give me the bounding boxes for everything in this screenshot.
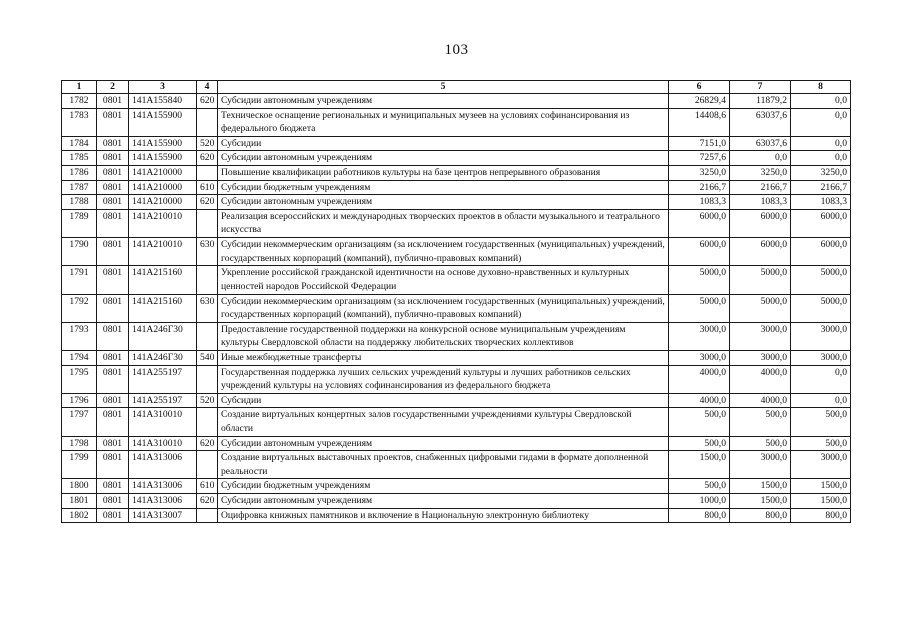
section-code-cell: 0801 (97, 195, 129, 210)
section-code-cell: 0801 (97, 266, 129, 294)
amount-col6-cell: 6000,0 (669, 209, 730, 237)
table-row (62, 108, 851, 136)
section-code-cell: 0801 (97, 479, 129, 494)
amount-col7-cell: 1500,0 (730, 494, 791, 509)
amount-col8-cell: 5000,0 (791, 266, 851, 294)
section-code-cell: 0801 (97, 494, 129, 509)
table-body (62, 94, 851, 523)
target-article-cell: 141A210000 (129, 180, 197, 195)
row-number-cell: 1790 (62, 238, 97, 266)
amount-col7-cell: 3000,0 (730, 322, 791, 350)
target-article-cell: 141A246Г30 (129, 350, 197, 365)
amount-col8-cell: 500,0 (791, 436, 851, 451)
expense-type-cell (197, 209, 218, 237)
amount-col6-cell: 800,0 (669, 508, 730, 523)
section-code-cell: 0801 (97, 180, 129, 195)
table-row (62, 136, 851, 151)
column-header: 8 (791, 81, 851, 94)
expense-type-cell: 610 (197, 180, 218, 195)
table-row (62, 195, 851, 210)
section-code-cell: 0801 (97, 436, 129, 451)
expense-type-cell: 620 (197, 436, 218, 451)
section-code-cell: 0801 (97, 322, 129, 350)
amount-col6-cell: 2166,7 (669, 180, 730, 195)
expense-type-cell: 520 (197, 393, 218, 408)
table-header-row (62, 81, 851, 94)
amount-col6-cell: 26829,4 (669, 94, 730, 109)
section-code-cell: 0801 (97, 166, 129, 181)
target-article-cell: 141A313006 (129, 451, 197, 479)
amount-col8-cell: 3250,0 (791, 166, 851, 181)
amount-col6-cell: 3250,0 (669, 166, 730, 181)
column-header: 2 (97, 81, 129, 94)
amount-col7-cell: 5000,0 (730, 294, 791, 322)
amount-col6-cell: 1000,0 (669, 494, 730, 509)
description-cell: Субсидии автономным учреждениям (218, 436, 669, 451)
description-cell: Субсидии автономным учреждениям (218, 94, 669, 109)
table-row (62, 180, 851, 195)
amount-col6-cell: 14408,6 (669, 108, 730, 136)
amount-col6-cell: 500,0 (669, 479, 730, 494)
amount-col6-cell: 6000,0 (669, 238, 730, 266)
amount-col7-cell: 3250,0 (730, 166, 791, 181)
amount-col7-cell: 0,0 (730, 151, 791, 166)
target-article-cell: 141A210000 (129, 166, 197, 181)
target-article-cell: 141A210010 (129, 209, 197, 237)
row-number-cell: 1796 (62, 393, 97, 408)
amount-col8-cell: 0,0 (791, 365, 851, 393)
amount-col7-cell: 5000,0 (730, 266, 791, 294)
section-code-cell: 0801 (97, 408, 129, 436)
table-row (62, 322, 851, 350)
expense-type-cell (197, 322, 218, 350)
amount-col8-cell: 3000,0 (791, 451, 851, 479)
expense-type-cell: 630 (197, 238, 218, 266)
table-row (62, 436, 851, 451)
amount-col8-cell: 1500,0 (791, 494, 851, 509)
target-article-cell: 141A313006 (129, 479, 197, 494)
target-article-cell: 141A215160 (129, 266, 197, 294)
amount-col7-cell: 500,0 (730, 408, 791, 436)
description-cell: Субсидии автономным учреждениям (218, 494, 669, 509)
description-cell: Субсидии некоммерческим организациям (за исключением государственных (муниципальных) учреждений, государственных корпораций (компаний), публично-правовых компаний) (218, 238, 669, 266)
target-article-cell: 141A155840 (129, 94, 197, 109)
amount-col7-cell: 63037,6 (730, 108, 791, 136)
table-row (62, 494, 851, 509)
description-cell: Оцифровка книжных памятников и включение в Национальную электронную библиотеку (218, 508, 669, 523)
target-article-cell: 141A255197 (129, 365, 197, 393)
amount-col8-cell: 2166,7 (791, 180, 851, 195)
section-code-cell: 0801 (97, 209, 129, 237)
amount-col6-cell: 5000,0 (669, 294, 730, 322)
row-number-cell: 1783 (62, 108, 97, 136)
target-article-cell: 141A155900 (129, 108, 197, 136)
description-cell: Государственная поддержка лучших сельских учреждений культуры и лучших работников сельских учреждений культуры на условиях софинансирования из федерального бюджета (218, 365, 669, 393)
section-code-cell: 0801 (97, 393, 129, 408)
amount-col8-cell: 5000,0 (791, 294, 851, 322)
row-number-cell: 1798 (62, 436, 97, 451)
target-article-cell: 141A310010 (129, 436, 197, 451)
target-article-cell: 141A246Г30 (129, 322, 197, 350)
amount-col7-cell: 4000,0 (730, 365, 791, 393)
section-code-cell: 0801 (97, 365, 129, 393)
description-cell: Субсидии бюджетным учреждениям (218, 180, 669, 195)
row-number-cell: 1786 (62, 166, 97, 181)
amount-col7-cell: 1083,3 (730, 195, 791, 210)
expense-type-cell: 620 (197, 494, 218, 509)
description-cell: Субсидии (218, 393, 669, 408)
amount-col7-cell: 3000,0 (730, 350, 791, 365)
expense-type-cell: 620 (197, 94, 218, 109)
section-code-cell: 0801 (97, 350, 129, 365)
amount-col8-cell: 0,0 (791, 151, 851, 166)
expense-type-cell (197, 108, 218, 136)
amount-col6-cell: 7257,6 (669, 151, 730, 166)
table-row (62, 508, 851, 523)
row-number-cell: 1797 (62, 408, 97, 436)
amount-col6-cell: 1083,3 (669, 195, 730, 210)
table-row (62, 151, 851, 166)
row-number-cell: 1789 (62, 209, 97, 237)
amount-col6-cell: 3000,0 (669, 322, 730, 350)
target-article-cell: 141A313006 (129, 494, 197, 509)
column-header: 1 (62, 81, 97, 94)
amount-col6-cell: 500,0 (669, 436, 730, 451)
description-cell: Иные межбюджетные трансферты (218, 350, 669, 365)
description-cell: Субсидии автономным учреждениям (218, 151, 669, 166)
column-header: 6 (669, 81, 730, 94)
target-article-cell: 141A215160 (129, 294, 197, 322)
budget-table (61, 80, 851, 523)
amount-col8-cell: 800,0 (791, 508, 851, 523)
expense-type-cell: 610 (197, 479, 218, 494)
amount-col7-cell: 1500,0 (730, 479, 791, 494)
amount-col8-cell: 3000,0 (791, 322, 851, 350)
row-number-cell: 1788 (62, 195, 97, 210)
expense-type-cell (197, 508, 218, 523)
table-row (62, 238, 851, 266)
amount-col8-cell: 1083,3 (791, 195, 851, 210)
section-code-cell: 0801 (97, 151, 129, 166)
section-code-cell: 0801 (97, 294, 129, 322)
expense-type-cell: 620 (197, 195, 218, 210)
table-row (62, 294, 851, 322)
row-number-cell: 1787 (62, 180, 97, 195)
description-cell: Создание виртуальных концертных залов государственными учреждениями культуры Свердловской области (218, 408, 669, 436)
table-row (62, 350, 851, 365)
description-cell: Субсидии автономным учреждениям (218, 195, 669, 210)
row-number-cell: 1802 (62, 508, 97, 523)
table-row (62, 94, 851, 109)
row-number-cell: 1795 (62, 365, 97, 393)
amount-col6-cell: 4000,0 (669, 365, 730, 393)
section-code-cell: 0801 (97, 238, 129, 266)
row-number-cell: 1800 (62, 479, 97, 494)
amount-col7-cell: 11879,2 (730, 94, 791, 109)
table-row (62, 479, 851, 494)
amount-col8-cell: 1500,0 (791, 479, 851, 494)
amount-col8-cell: 6000,0 (791, 209, 851, 237)
amount-col7-cell: 6000,0 (730, 238, 791, 266)
amount-col7-cell: 2166,7 (730, 180, 791, 195)
page-number: 103 (444, 42, 469, 58)
row-number-cell: 1801 (62, 494, 97, 509)
amount-col8-cell: 0,0 (791, 136, 851, 151)
amount-col8-cell: 0,0 (791, 108, 851, 136)
row-number-cell: 1784 (62, 136, 97, 151)
description-cell: Повышение квалификации работников культуры на базе центров непрерывного образования (218, 166, 669, 181)
amount-col8-cell: 3000,0 (791, 350, 851, 365)
column-header: 5 (218, 81, 669, 94)
description-cell: Субсидии (218, 136, 669, 151)
expense-type-cell (197, 408, 218, 436)
section-code-cell: 0801 (97, 508, 129, 523)
amount-col7-cell: 800,0 (730, 508, 791, 523)
amount-col7-cell: 4000,0 (730, 393, 791, 408)
target-article-cell: 141A313007 (129, 508, 197, 523)
amount-col6-cell: 500,0 (669, 408, 730, 436)
target-article-cell: 141A210010 (129, 238, 197, 266)
expense-type-cell (197, 451, 218, 479)
section-code-cell: 0801 (97, 94, 129, 109)
amount-col6-cell: 5000,0 (669, 266, 730, 294)
description-cell: Создание виртуальных выставочных проектов, снабженных цифровыми гидами в формате дополненной реальности (218, 451, 669, 479)
description-cell: Субсидии некоммерческим организациям (за исключением государственных (муниципальных) учреждений, государственных корпораций (компаний), публично-правовых компаний) (218, 294, 669, 322)
expense-type-cell (197, 365, 218, 393)
table-row (62, 166, 851, 181)
description-cell: Предоставление государственной поддержки на конкурсной основе муниципальным учреждениям культуры Свердловской области на поддержку любительских творческих коллективов (218, 322, 669, 350)
target-article-cell: 141A255197 (129, 393, 197, 408)
target-article-cell: 141A155900 (129, 151, 197, 166)
amount-col7-cell: 6000,0 (730, 209, 791, 237)
expense-type-cell: 540 (197, 350, 218, 365)
expense-type-cell: 520 (197, 136, 218, 151)
amount-col8-cell: 500,0 (791, 408, 851, 436)
target-article-cell: 141A310010 (129, 408, 197, 436)
description-cell: Реализация всероссийских и международных творческих проектов в области музыкального и театрального искусства (218, 209, 669, 237)
row-number-cell: 1793 (62, 322, 97, 350)
amount-col8-cell: 0,0 (791, 94, 851, 109)
table-row (62, 393, 851, 408)
description-cell: Укрепление российской гражданской идентичности на основе духовно-нравственных и культурных ценностей народов Российской Федерации (218, 266, 669, 294)
description-cell: Субсидии бюджетным учреждениям (218, 479, 669, 494)
amount-col6-cell: 1500,0 (669, 451, 730, 479)
description-cell: Техническое оснащение региональных и муниципальных музеев на условиях софинансирования из федерального бюджета (218, 108, 669, 136)
table-row (62, 451, 851, 479)
expense-type-cell (197, 166, 218, 181)
amount-col6-cell: 3000,0 (669, 350, 730, 365)
row-number-cell: 1794 (62, 350, 97, 365)
column-header: 7 (730, 81, 791, 94)
amount-col7-cell: 500,0 (730, 436, 791, 451)
table-row (62, 365, 851, 393)
amount-col6-cell: 7151,0 (669, 136, 730, 151)
row-number-cell: 1791 (62, 266, 97, 294)
column-header: 4 (197, 81, 218, 94)
table-row (62, 266, 851, 294)
amount-col8-cell: 6000,0 (791, 238, 851, 266)
table-row (62, 408, 851, 436)
amount-col7-cell: 3000,0 (730, 451, 791, 479)
target-article-cell: 141A155900 (129, 136, 197, 151)
amount-col7-cell: 63037,6 (730, 136, 791, 151)
column-header: 3 (129, 81, 197, 94)
amount-col8-cell: 0,0 (791, 393, 851, 408)
row-number-cell: 1782 (62, 94, 97, 109)
expense-type-cell: 630 (197, 294, 218, 322)
target-article-cell: 141A210000 (129, 195, 197, 210)
table-row (62, 209, 851, 237)
expense-type-cell: 620 (197, 151, 218, 166)
expense-type-cell (197, 266, 218, 294)
amount-col6-cell: 4000,0 (669, 393, 730, 408)
row-number-cell: 1785 (62, 151, 97, 166)
row-number-cell: 1799 (62, 451, 97, 479)
section-code-cell: 0801 (97, 136, 129, 151)
row-number-cell: 1792 (62, 294, 97, 322)
section-code-cell: 0801 (97, 108, 129, 136)
section-code-cell: 0801 (97, 451, 129, 479)
